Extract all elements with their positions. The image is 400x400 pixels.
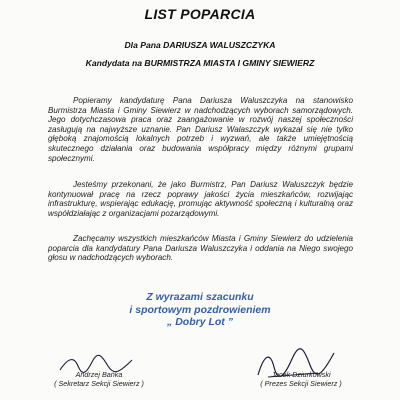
- signatory-role-left: ( Sekretarz Sekcji Siewierz ): [54, 379, 144, 388]
- addressee-line: Dla Pana DARIUSZA WALUSZCZYKA: [124, 40, 276, 50]
- closing-line-2: i sportowym pozdrowieniem: [129, 303, 271, 316]
- signatory-role-right: ( Prezes Sekcji Siewierz ): [260, 379, 342, 388]
- closing-line-3: „ Dobry Lot ”: [167, 316, 233, 328]
- letter-title: LIST POPARCIA: [144, 6, 256, 22]
- candidacy-line: Kandydata na BURMISTRZA MIASTA I GMINY SIEWIERZ: [85, 58, 315, 68]
- signature-block-left: [34, 370, 164, 388]
- signatory-name-left: Andrzej Bańka: [75, 370, 123, 379]
- closing-line-1: Z wyrazami szacunku: [146, 291, 254, 303]
- letter-paragraph-2: Jesteśmy przekonani, że jako Burmistrz, Pan Dariusz Waluszczyk będzie kontynuował pracę na rzecz poprawy jakości życia mieszkańców, rozwijając infrastrukturę, wspierając edukację, promując aktywność społeczną i kulturalną oraz współdziałając z organizacjami pozarządowymi.: [48, 180, 353, 218]
- letter-paragraph-1: Popieramy kandydaturę Pana Dariusza Waluszczyka na stanowisko Burmistrza Miasta i Gminy Siewierz w nadchodzących wyborach samorządowych. Jego dotychczasowa praca oraz zaangażowanie w rozwój naszej społeczności zasługują na najwyższe uznanie. Pan Dariusz Walaszczyk wykazał się nie tylko głęboką znajomością lokalnych potrzeb i wyzwań, ale także umiejętnością skutecznego działania oraz budowania współpracy między różnymi grupami społecznymi.: [48, 96, 353, 163]
- closing-greeting: [0, 291, 400, 329]
- letter-paragraph-3: Zachęcamy wszystkich mieszkańców Miasta i Gminy Siewierz do udzielenia poparcia dla kandydatury Pana Dariusza Waluszczyka i oddania na Niego swojego głosu w nadchodzących wyborach.: [48, 234, 353, 263]
- signatory-name-right: Jacek Dziurkowski: [271, 370, 331, 379]
- signature-block-right: [236, 370, 366, 388]
